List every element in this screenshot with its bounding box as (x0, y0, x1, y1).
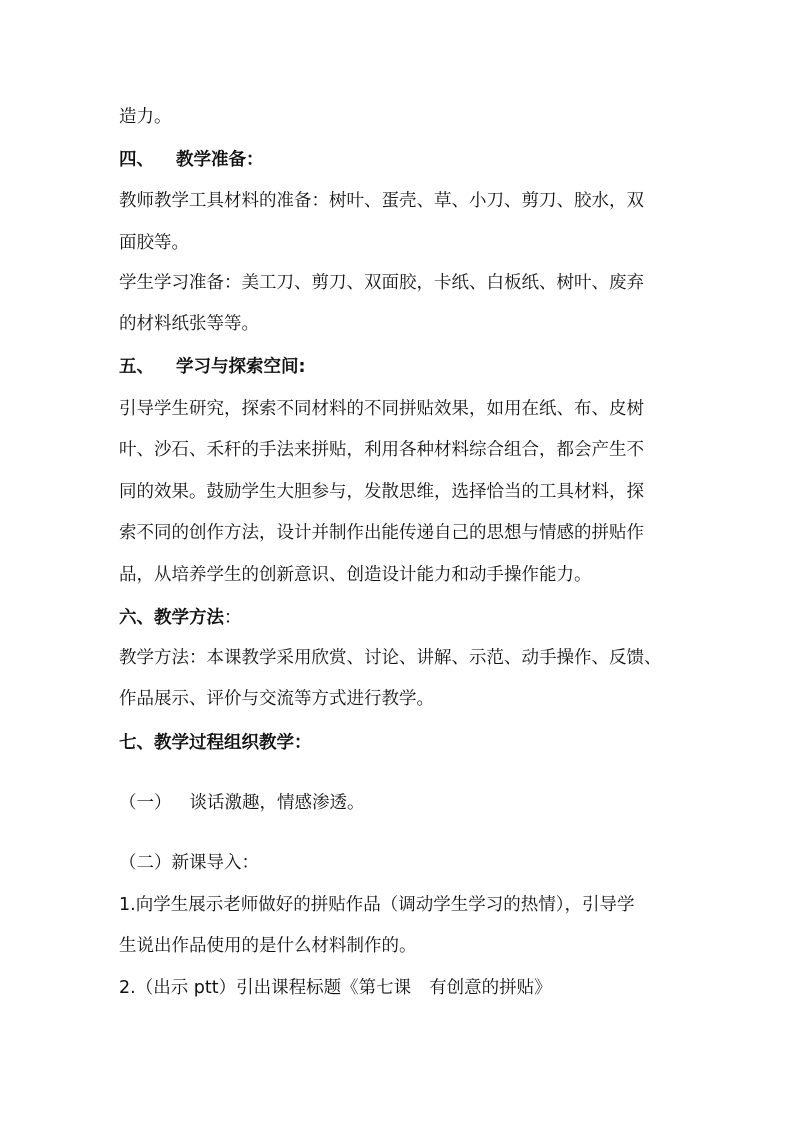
section-colon: ： (224, 608, 242, 628)
text-line: 学生学习准备：美工刀、剪刀、双面胶，卡纸、白板纸、树叶、废弃 (119, 273, 644, 293)
subsection-number: （一） (119, 793, 172, 813)
section-heading-preparation (119, 148, 264, 172)
text-line: 同的效果。鼓励学生大胆参与，发散思维，选择恰当的工具材料，探 (119, 482, 644, 502)
section-number: 四、 (119, 150, 154, 170)
section-title: 学习与探索空间: (176, 357, 306, 377)
text-line (119, 976, 552, 1000)
section-heading-process: 七、教学过程组织教学： (119, 733, 312, 753)
text-line: 造力。 (119, 107, 172, 127)
section-number: 五、 (119, 357, 154, 377)
text-line: 品，从培养学生的创新意识、创造设计能力和动手操作能力。 (119, 565, 592, 585)
text-line: 生说出作品使用的是什么材料制作的。 (119, 936, 417, 956)
text-line: 教学方法：本课教学采用欣赏、讨论、讲解、示范、动手操作、反馈、 (119, 648, 662, 668)
section-title: 教学准备： (176, 150, 264, 170)
section-title: 六、教学方法 (119, 608, 224, 628)
section-heading-methods (119, 606, 242, 630)
subsection-heading-new-lesson: （二）新课导入： (119, 853, 259, 873)
text-line: 面胶等。 (119, 233, 189, 253)
text-line: 引导学生研究，探索不同材料的不同拼贴效果，如用在纸、布、皮树 (119, 399, 644, 419)
text-segment: 有创意的拼贴》 (429, 978, 552, 998)
text-segment: 2.（出示 ptt）引出课程标题《第七课 (119, 978, 412, 998)
subsection-heading-intro (119, 791, 365, 815)
text-line: 索不同的创作方法，设计并制作出能传递自己的思想与情感的拼贴作 (119, 523, 644, 543)
text-line: 教师教学工具材料的准备：树叶、蛋壳、草、小刀、剪刀、胶水，双 (119, 191, 644, 211)
subsection-text: 谈话激趣，情感渗透。 (189, 793, 365, 813)
text-line: 的材料纸张等等。 (119, 314, 259, 334)
text-line: 1.向学生展示老师做好的拼贴作品（调动学生学习的热情），引导学 (119, 895, 635, 915)
text-line: 作品展示、评价与交流等方式进行教学。 (119, 689, 434, 709)
section-heading-exploration (119, 355, 306, 379)
text-line: 叶、沙石、禾秆的手法来拼贴，利用各种材料综合组合，都会产生不 (119, 440, 644, 460)
